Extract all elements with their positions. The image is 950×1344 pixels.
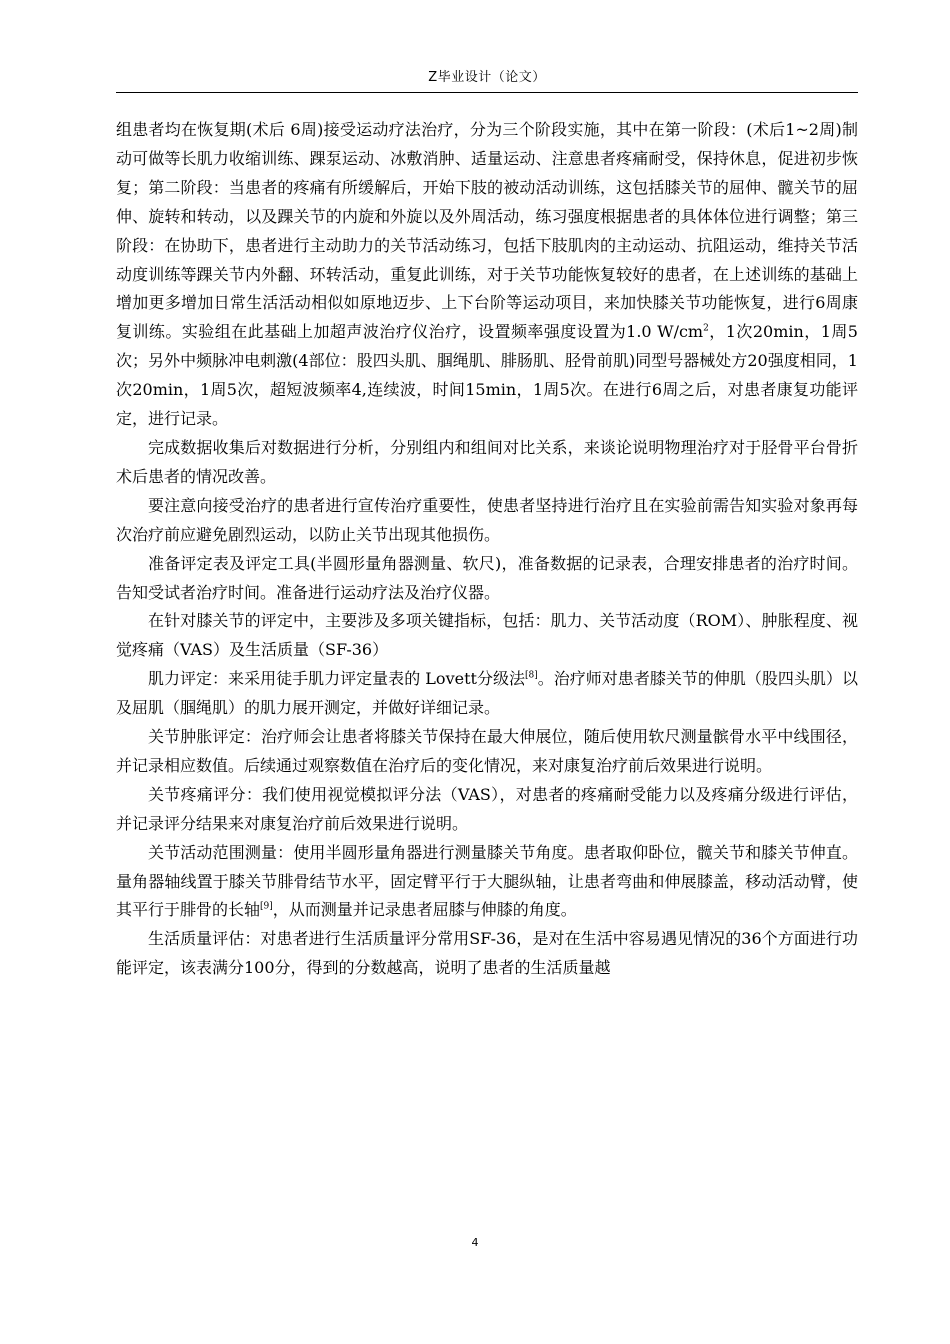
paragraph-muscle-strength: [116, 665, 858, 723]
paragraph-text: ，从而测量并记录患者屈膝与伸膝的角度。: [272, 900, 577, 920]
paragraph-text: 组患者均在恢复期(术后 6周)接受运动疗法治疗，分为三个阶段实施，其中在第一阶段：(术后1~2周)制动可做等长肌力收缩训练、踝泵运动、冰敷消肿、适量运动、注意患者疼痛耐受，保持休息，促进初步恢复；第二阶段：当患者的疼痛有所缓解后，开始下肢的被动活动训练，这包括膝关节的屈伸、髋关节的屈伸、旋转和转动，以及踝关节的内旋和外旋以及外周活动，练习强度根据患者的具体体位进行调整；第三阶段：在协助下，患者进行主动助力的关节活动练习，包括下肢肌肉的主动运动、抗阻运动，维持关节活动度训练等踝关节内外翻、环转活动，重复此训练，对于关节功能恢复较好的患者，在上述训练的基础上增加更多增加日常生活活动相似如原地迈步、上下台阶等运动项目，来加快膝关节功能恢复，进行6周康复训练。实验组在此基础上加超声波治疗仪治疗，设置频率强度设置为1.0 W/cm: [116, 120, 858, 342]
citation: [8]: [524, 670, 538, 681]
paragraph-swelling: 关节肿胀评定：治疗师会让患者将膝关节保持在最大伸展位，随后使用软尺测量髌骨水平中线围径，并记录相应数值。后续通过观察数值在治疗后的变化情况，来对康复治疗前后效果进行说明。: [116, 727, 858, 775]
paragraph-text: 。治疗师对患者膝关节的伸肌（股四头肌）以及屈肌（腘绳肌）的肌力展开测定，并做好详细记录。: [116, 669, 858, 718]
paragraph-preparation: 准备评定表及评定工具(半圆形量角器测量、软尺)，准备数据的记录表，合理安排患者的治疗时间。告知受试者治疗时间。准备进行运动疗法及治疗仪器。: [116, 553, 858, 602]
paragraph-quality-of-life: 生活质量评估：对患者进行生活质量评分常用SF-36，是对在生活中容易遇见情况的36个方面进行功能评定，该表满分100分，得到的分数越高，说明了患者的生活质量越: [116, 929, 858, 978]
paragraph-data-analysis: 完成数据收集后对数据进行分析，分别组内和组间对比关系，来谈论说明物理治疗对于胫骨平台骨折术后患者的情况改善。: [116, 437, 858, 486]
paragraph-text: 肌力评定：来采用徒手肌力评定量表的 Lovett分级法: [148, 669, 525, 689]
paragraph-treatment-stages: [116, 116, 858, 434]
header-divider: [116, 92, 858, 93]
page-header: Z毕业设计（论文）: [428, 70, 546, 85]
paragraph-evaluation-indicators: 在针对膝关节的评定中，主要涉及多项关键指标，包括：肌力、关节活动度（ROM）、肿胀程度、视觉疼痛（VAS）及生活质量（SF-36）: [116, 611, 858, 660]
paragraph-pain-score: 关节疼痛评分：我们使用视觉模拟评分法（VAS），对患者的疼痛耐受能力以及疼痛分级进行评估，并记录评分结果来对康复治疗前后效果进行说明。: [116, 784, 858, 833]
citation: [9]: [260, 902, 273, 913]
paragraph-patient-education: 要注意向接受治疗的患者进行宣传治疗重要性，使患者坚持进行治疗且在实验前需告知实验对象再每次治疗前应避免剧烈运动，以防止关节出现其他损伤。: [116, 495, 858, 544]
paragraph-range-of-motion: [116, 839, 858, 926]
paragraph-text: 关节活动范围测量：使用半圆形量角器进行测量膝关节角度。患者取仰卧位，髋关节和膝关节伸直。量角器轴线置于膝关节腓骨结节水平，固定臂平行于大腿纵轴，让患者弯曲和伸展膝盖，移动活动臂，使其平行于腓骨的长轴: [116, 842, 858, 920]
body-text: [116, 116, 858, 983]
superscript: 2: [703, 324, 709, 335]
page-number: 4: [471, 1236, 479, 1249]
paragraph-text: ，1次20min，1周5次；另外中频脉冲电刺激(4部位：股四头肌、腘绳肌、腓肠肌、胫骨前肌)同型号器械处方20强度相同，1次20min，1周5次，超短波频率4,连续波，时间15min，1周5次。在进行6周之后，对患者康复功能评定，进行记录。: [116, 322, 858, 429]
